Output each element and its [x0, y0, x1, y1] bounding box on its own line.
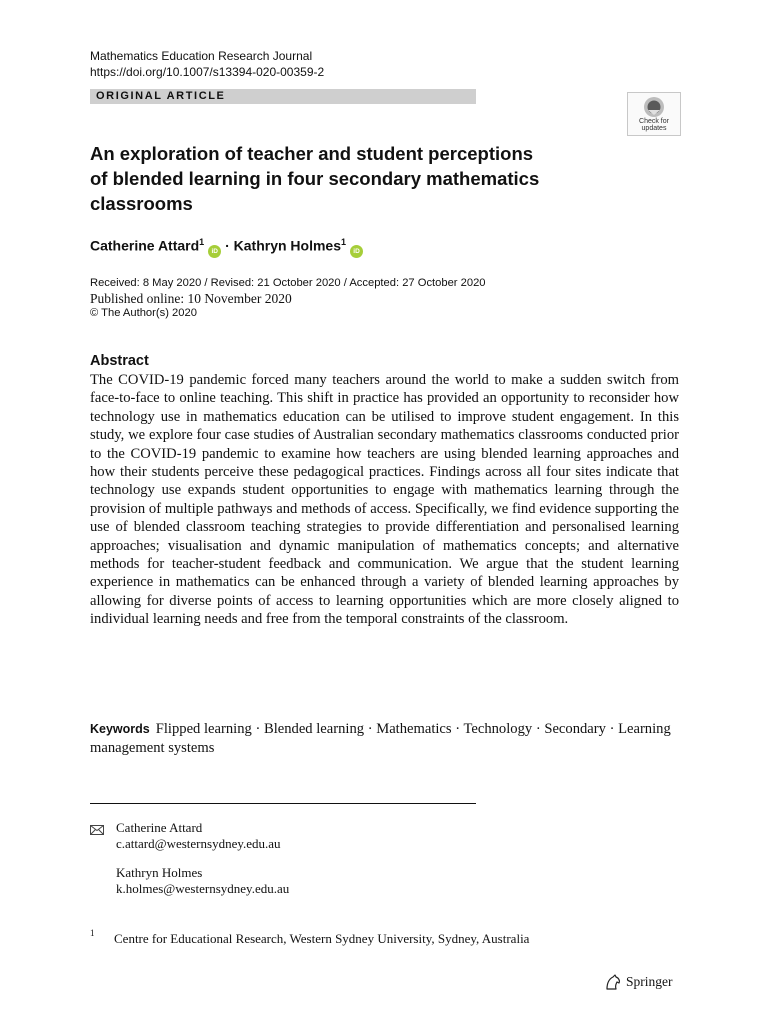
author-affiliation-marker: 1 — [199, 237, 205, 247]
title-line: of blended learning in four secondary mathematics — [90, 168, 540, 189]
title-line: classrooms — [90, 193, 193, 214]
article-type-banner — [90, 89, 476, 104]
abstract-heading: Abstract — [90, 353, 149, 369]
journal-header — [90, 48, 324, 80]
author-name[interactable]: Catherine Attard — [90, 237, 200, 254]
author-name[interactable]: Kathryn Holmes — [233, 237, 341, 254]
author-list — [90, 233, 363, 258]
check-for-updates-icon — [643, 96, 665, 118]
author-separator: · — [225, 237, 230, 254]
check-for-updates-badge[interactable] — [627, 92, 681, 136]
keywords — [90, 720, 680, 758]
contact-name: Kathryn Holmes — [116, 865, 203, 880]
article-history: Received: 8 May 2020 / Revised: 21 October 2020 / Accepted: 27 October 2020 — [90, 277, 486, 289]
contact-email[interactable]: c.attard@westernsydney.edu.au — [116, 835, 281, 851]
keywords-list: Flipped learning · Blended learning · Mathematics · Technology · Secondary · Learning management systems — [90, 721, 671, 756]
author-affiliation-marker: 1 — [341, 237, 347, 247]
contact-email[interactable]: k.holmes@westernsydney.edu.au — [116, 880, 290, 896]
article-type-label: ORIGINAL ARTICLE — [96, 90, 226, 102]
affiliation-text: Centre for Educational Research, Western Sydney University, Sydney, Australia — [114, 931, 530, 946]
contact-block — [116, 820, 281, 851]
abstract-text: The COVID-19 pandemic forced many teachers around the world to make a sudden switch from face-to-face to online teaching. This shift in practice has provided an opportunity to reconsider how technology use in mathematics education can be utilised to improve student engagement. In this study, we explore four case studies of Australian secondary mathematics classrooms conducted prior to the COVID-19 pandemic to examine how teachers are using blended learning approaches and how their students perceive these pedagogical practices. Findings across all four sites indicate that technology use expands student opportunities to engage with mathematics learning through the provision of multiple pathways and methods of access. Specifically, we find evidence supporting the use of blended classroom teaching strategies to provide differentiation and personalised learning approaches; visualisation and dynamic manipulation of mathematics concepts; and alternative methods for teacher-student feedback and communication. We argue that the student learning experience in mathematics can be enhanced through a variety of blended learning approaches by allowing for diverse points of access to learning opportunities which are more closely aligned to individual learning needs and free from the temporal constraints of the classroom. — [90, 372, 679, 628]
doi-link[interactable]: https://doi.org/10.1007/s13394-020-00359-2 — [90, 65, 325, 79]
journal-name: Mathematics Education Research Journal — [90, 49, 313, 63]
envelope-icon — [90, 822, 104, 840]
keywords-label: Keywords — [90, 722, 150, 736]
affiliation-number: 1 — [90, 928, 95, 938]
footnote-divider — [90, 803, 476, 804]
title-line: An exploration of teacher and student perceptions — [90, 143, 534, 164]
article-title — [90, 141, 590, 216]
contact-block — [116, 865, 289, 896]
contact-name: Catherine Attard — [116, 820, 203, 835]
publisher-name: Springer — [626, 974, 673, 989]
check-for-updates-line1: Check for — [639, 118, 669, 125]
copyright-notice: © The Author(s) 2020 — [90, 307, 197, 319]
orcid-icon[interactable]: iD — [350, 245, 363, 258]
published-date: Published online: 10 November 2020 — [90, 291, 292, 306]
orcid-icon[interactable]: iD — [208, 245, 221, 258]
springer-horse-icon — [604, 973, 622, 991]
check-for-updates-line2: updates — [641, 125, 667, 132]
